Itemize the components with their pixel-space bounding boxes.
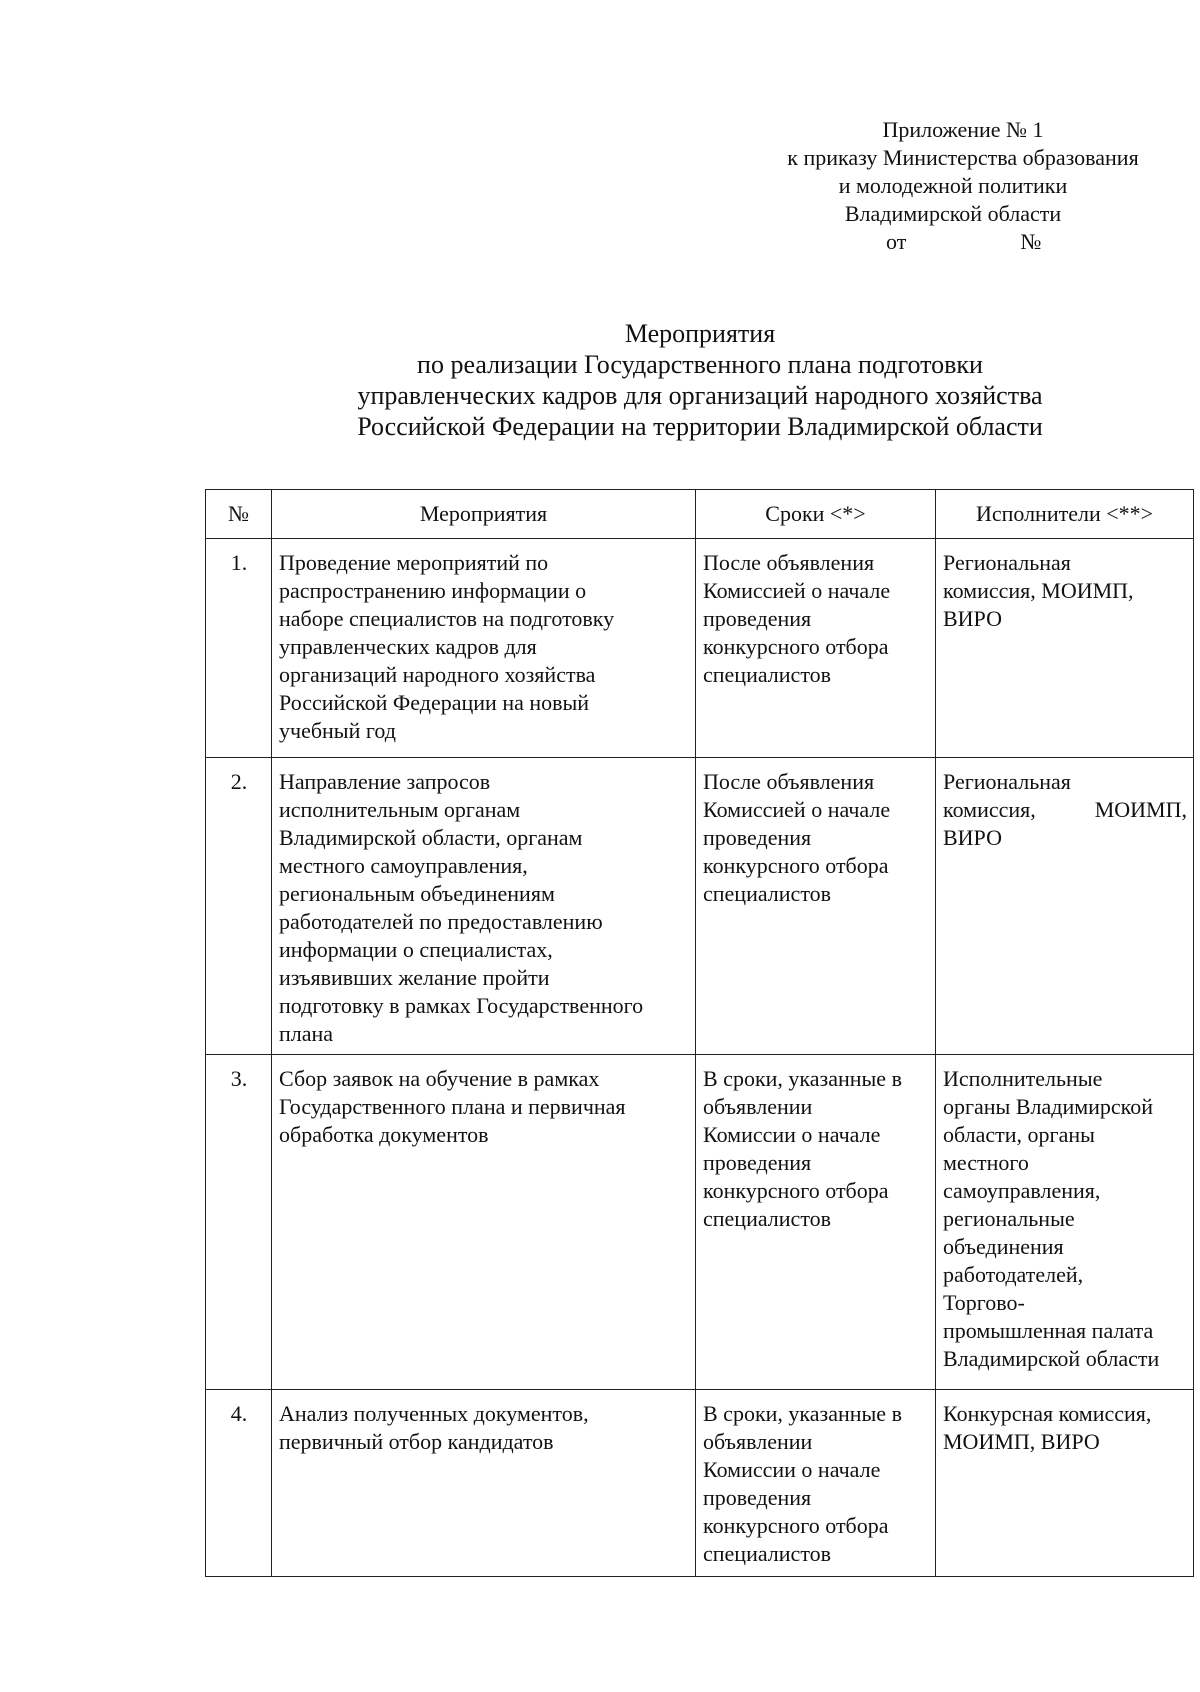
cell-line: организаций народного хозяйства: [279, 662, 596, 687]
cell-line: конкурсного отбора: [703, 853, 889, 878]
cell-line: Сбор заявок на обучение в рамках: [279, 1066, 600, 1091]
title-line: Российской Федерации на территории Владимирской области: [357, 412, 1043, 441]
appendix-line: Приложение № 1: [882, 117, 1044, 142]
cell-line: Комиссией о начале: [703, 797, 891, 822]
cell-line: информации о специалистах,: [279, 937, 553, 962]
cell-line: проведения: [703, 825, 812, 850]
cell-line: МОИМП, ВИРО: [943, 1429, 1100, 1454]
cell-line: изъявивших желание пройти: [279, 965, 550, 990]
appendix-header: [780, 116, 1180, 256]
row-event: [272, 1390, 696, 1577]
header-terms: Сроки <*>: [696, 490, 936, 539]
row-terms: [696, 758, 936, 1055]
title-line: Мероприятия: [624, 319, 776, 348]
cell-line: управленческих кадров для: [279, 634, 537, 659]
cell-line: Анализ полученных документов,: [279, 1401, 589, 1426]
table-row: [206, 1390, 1194, 1577]
cell-line: самоуправления,: [943, 1178, 1101, 1203]
cell-line: Комиссии о начале: [703, 1122, 881, 1147]
cell-line: ВИРО: [943, 825, 1002, 850]
cell-line: промышленная палата: [943, 1318, 1154, 1343]
cell-line: Региональная: [943, 769, 1071, 794]
cell-line: В сроки, указанные в: [703, 1066, 902, 1091]
cell-line: В сроки, указанные в: [703, 1401, 902, 1426]
cell-line: объединения: [943, 1234, 1064, 1259]
cell-line: Региональная: [943, 550, 1071, 575]
cell-line: Российской Федерации на новый: [279, 690, 590, 715]
row-executors: [936, 1055, 1194, 1390]
cell-line: распространению информации о: [279, 578, 587, 603]
cell-line: Владимирской области, органам: [279, 825, 583, 850]
cell-line: объявлении: [703, 1094, 813, 1119]
cell-line: После объявления: [703, 550, 875, 575]
cell-line-justified: [943, 796, 1187, 824]
cell-line: комиссия, МОИМП,: [943, 578, 1134, 603]
date-label: от: [886, 229, 907, 254]
appendix-date-number-line: [780, 228, 1180, 256]
row-event: [272, 1055, 696, 1390]
cell-line: Комиссии о начале: [703, 1457, 881, 1482]
cell-line: проведения: [703, 1150, 812, 1175]
header-events: Мероприятия: [272, 490, 696, 539]
cell-line: Исполнительные: [943, 1066, 1103, 1091]
header-executors: Исполнители <**>: [936, 490, 1194, 539]
cell-line: Владимирской области: [943, 1346, 1160, 1371]
cell-line: специалистов: [703, 1206, 832, 1231]
events-table: [205, 489, 1194, 1577]
row-number: 2.: [206, 758, 272, 1055]
appendix-line: Владимирской области: [844, 201, 1062, 226]
table-header-row: [206, 490, 1194, 539]
table-row: [206, 1055, 1194, 1390]
row-executors: [936, 758, 1194, 1055]
table-row: [206, 539, 1194, 758]
cell-line: Государственного плана и первичная: [279, 1094, 626, 1119]
cell-line: области, органы: [943, 1122, 1095, 1147]
cell-line: учебный год: [279, 718, 396, 743]
cell-word: комиссия,: [943, 797, 1036, 822]
row-event: [272, 539, 696, 758]
cell-line: первичный отбор кандидатов: [279, 1429, 554, 1454]
cell-line: специалистов: [703, 662, 832, 687]
cell-line: Проведение мероприятий по: [279, 550, 549, 575]
cell-line: После объявления: [703, 769, 875, 794]
cell-line: исполнительным органам: [279, 797, 521, 822]
number-label: №: [1020, 229, 1042, 254]
appendix-line: к приказу Министерства образования: [787, 145, 1139, 170]
cell-line: работодателей по предоставлению: [279, 909, 603, 934]
row-number: 4.: [206, 1390, 272, 1577]
cell-line: проведения: [703, 606, 812, 631]
cell-line: местного самоуправления,: [279, 853, 528, 878]
cell-word: МОИМП,: [1094, 797, 1187, 822]
row-terms: [696, 539, 936, 758]
row-event: [272, 758, 696, 1055]
cell-line: ВИРО: [943, 606, 1002, 631]
row-number: 1.: [206, 539, 272, 758]
cell-line: Конкурсная комиссия,: [943, 1401, 1152, 1426]
cell-line: наборе специалистов на подготовку: [279, 606, 615, 631]
title-line: управленческих кадров для организаций народного хозяйства: [357, 381, 1043, 410]
cell-line: подготовку в рамках Государственного: [279, 993, 644, 1018]
header-num: №: [206, 490, 272, 539]
cell-line: плана: [279, 1021, 334, 1046]
cell-line: региональные: [943, 1206, 1075, 1231]
row-executors: [936, 539, 1194, 758]
cell-line: Направление запросов: [279, 769, 491, 794]
cell-line: проведения: [703, 1485, 812, 1510]
cell-line: специалистов: [703, 881, 832, 906]
cell-line: работодателей,: [943, 1262, 1084, 1287]
row-executors: [936, 1390, 1194, 1577]
title-line: по реализации Государственного плана подготовки: [417, 350, 983, 379]
cell-line: специалистов: [703, 1541, 832, 1566]
cell-line: конкурсного отбора: [703, 1178, 889, 1203]
cell-line: обработка документов: [279, 1122, 489, 1147]
row-terms: [696, 1055, 936, 1390]
cell-line: Комиссией о начале: [703, 578, 891, 603]
row-number: 3.: [206, 1055, 272, 1390]
appendix-line: и молодежной политики: [838, 173, 1068, 198]
document-title: [180, 318, 1200, 442]
cell-line: местного: [943, 1150, 1029, 1175]
cell-line: региональным объединениям: [279, 881, 555, 906]
cell-line: конкурсного отбора: [703, 634, 889, 659]
cell-line: конкурсного отбора: [703, 1513, 889, 1538]
cell-line: органы Владимирской: [943, 1094, 1154, 1119]
cell-line: объявлении: [703, 1429, 813, 1454]
table-row: [206, 758, 1194, 1055]
cell-line: Торгово-: [943, 1290, 1025, 1315]
row-terms: [696, 1390, 936, 1577]
